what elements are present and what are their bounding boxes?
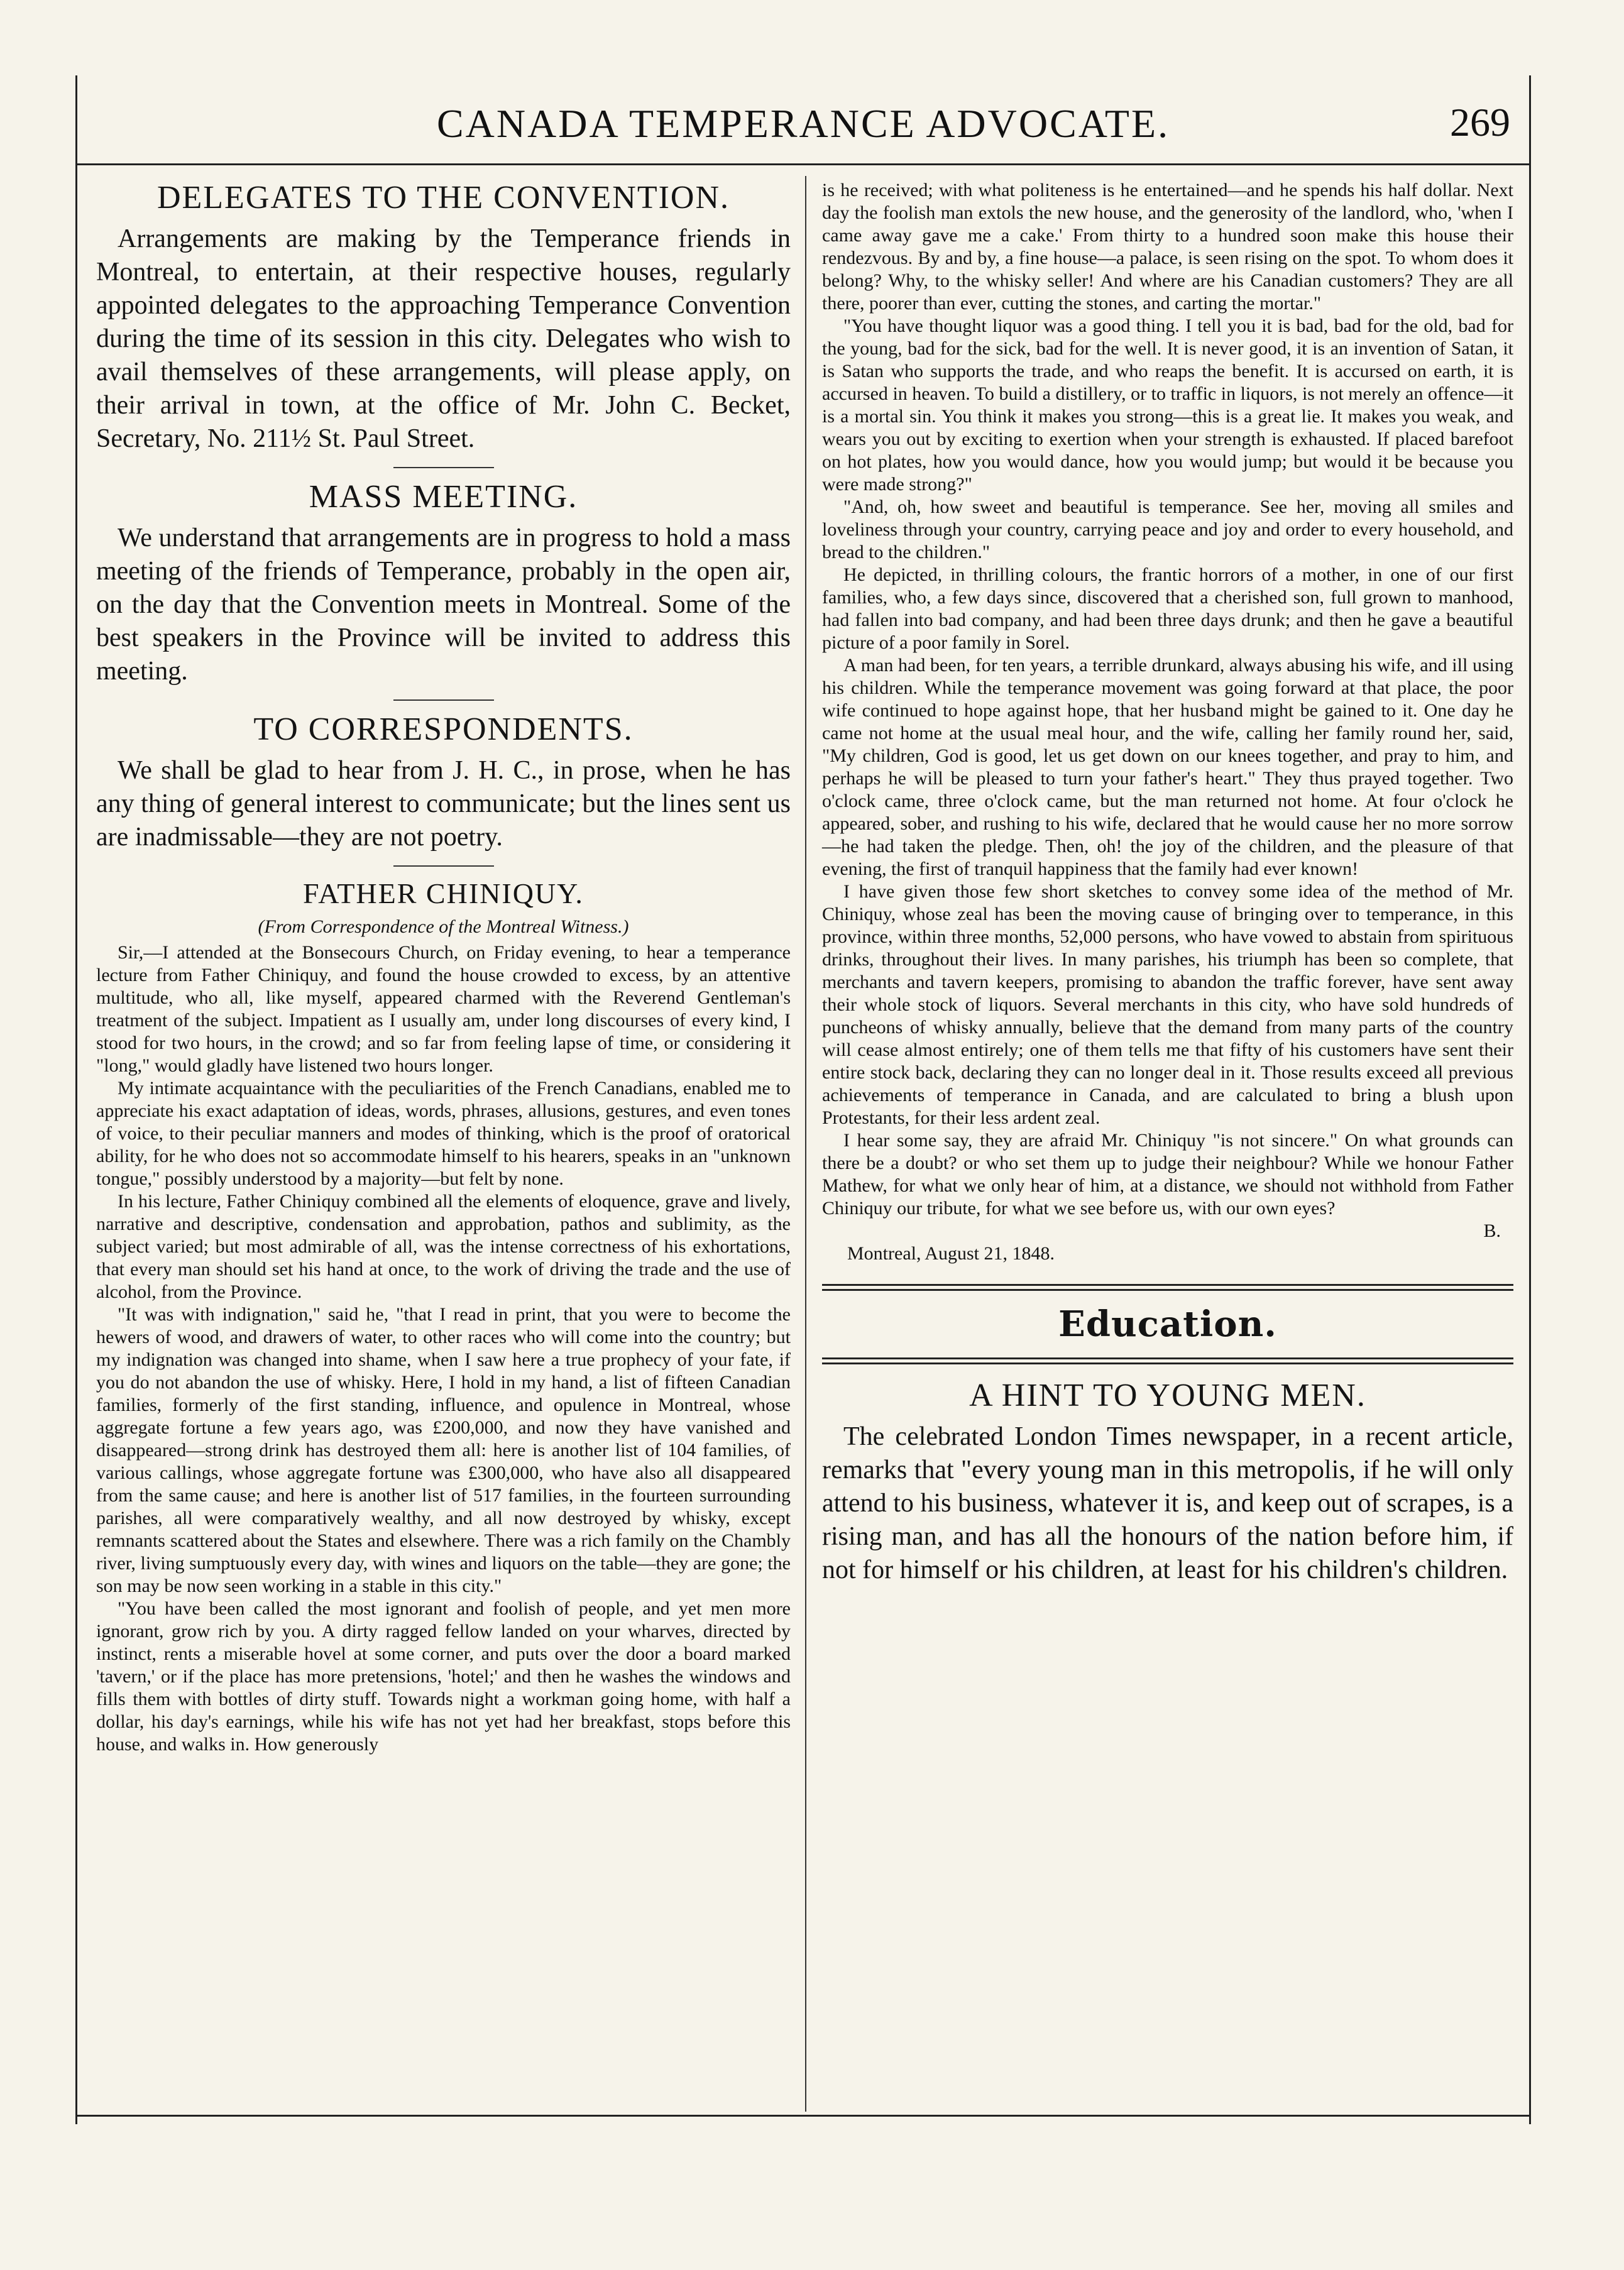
delegates-heading: DELEGATES TO THE CONVENTION.: [156, 180, 730, 216]
mass-meeting-body: We understand that arrangements are in progress to hold a mass meeting of the friends of Temperance, probably in the open air, on the day that the Convention meets in Montreal. Some of the best speakers in the Province will be invited to address this meeting.: [96, 524, 791, 686]
dateline: Montreal, August 21, 1848.: [847, 1243, 1055, 1264]
continued-paragraph-3: "And, oh, how sweet and beautiful is temperance. See her, moving all smiles and loveliness through your country, carrying peace and joy and order to every household, and bread to the children.": [822, 496, 1513, 562]
chiniquy-paragraph-4: "It was with indignation," said he, "that I read in print, that you were to become the hewers of wood, and drawers of water, to other races who will come into the country; but my indignation was changed into shame, when I saw here a true prophecy of your fate, if you do not abandon the use of whisky. Here, I hold in my hand, a list of fifteen Canadian families, formerly of the first standing, influence, and opulence in Montreal, whose aggregate fortune a few years ago, was £200,000, and now they have vanished and disappeared—strong drink has destroyed them all: here is another list of 104 families, of various callings, whose aggregate fortune was £300,000, who have also all disappeared from the same cause; and here is another list of 517 families, in the fourteen surrounding parishes, all were comparatively wealthy, and all now destroyed by whisky, except remnants scattered about the States and elsewhere. There was a rich family on the Chambly river, living sumptuously every day, with wines and liquors on the table—they are gone; the son may be now seen working in a stable in this city.": [96, 1304, 791, 1596]
chiniquy-paragraph-5: "You have been called the most ignorant and foolish of people, and yet men more ignorant, grow rich by you. A dirty ragged fellow landed on your wharves, directed by instinct, rents a miserable hovel at some corner, and puts over the door a board marked 'tavern,' or if the place has more pretensions, 'hotel;' and then he washes the windows and fills them with bottles of dirty stuff. Towards night a workman going home, with half a dollar, his day's earnings, while his wife has not yet had her breakfast, stops before this house, and walks in. How generously: [96, 1598, 791, 1755]
continued-paragraph-4: He depicted, in thrilling colours, the frantic horrors of a mother, in one of our first families, who, a few days since, discovered that a cherished son, full grown to manhood, had fallen into bad company, and had been three days drunk; and then he gave a beautiful picture of a poor family in Sorel.: [822, 564, 1513, 653]
section-rule: [393, 467, 494, 468]
continued-paragraph-2: "You have thought liquor was a good thing. I tell you it is bad, bad for the old, bad for the young, bad for the sick, bad for the well. It is never good, it is an invention of Satan, it is Satan who supports the trade, and who reaps the benefit. It is accursed on earth, it is accursed in heaven. To build a distillery, or to traffic in liquors, is not merely an offence—it is a mortal sin. You think it makes you strong—this is a great lie. It makes you weak, and wears you out by exciting to exertion when your strength is exhausted. If placed barefoot on hot plates, how you would dance, how you would jump; but would it be because you were made strong?": [822, 315, 1513, 495]
mass-meeting-heading: MASS MEETING.: [309, 479, 578, 515]
publication-title: CANADA TEMPERANCE ADVOCATE.: [436, 101, 1170, 146]
continued-paragraph-7: I hear some say, they are afraid Mr. Chiniquy "is not sincere." On what grounds can there be a doubt? or who set them up to judge their neighbour? While we honour Father Mathew, for what we only hear of him, at a distance, we should not withhold from Father Chiniquy our tribute, for what we see before us, with our own eyes?: [822, 1130, 1513, 1219]
chiniquy-byline: (From Correspondence of the Montreal Witness.): [258, 916, 629, 937]
continued-paragraph-5: A man had been, for ten years, a terrible drunkard, always abusing his wife, and ill using his children. While the temperance movement was going forward at that place, the poor wife continued to hope against hope, that her husband might be gained to it. One day he came not home at the usual meal hour, and the wife, calling her family round her, said, "My children, God is good, let us get down on our knees together, and pray to him, and perhaps he will be pleased to turn your father's heart." They thus prayed together. Two o'clock came, three o'clock came, but the man returned not home. At four o'clock he appeared, sober, and rushing to his wife, declared that he would cause her no more sorrow—he had taken the pledge. Then, oh! the joy of the children, and the pleasure of that evening, the first of tranquil happiness that the family had ever known!: [822, 655, 1513, 879]
column-divider: [805, 176, 806, 2112]
chiniquy-paragraph-3: In his lecture, Father Chiniquy combined all the elements of eloquence, grave and lively, narrative and descriptive, condensation and approbation, pathos and sublimity, as the subject varied; but most admirable of all, was the intense correctness of his exhortations, that every man should set his hand at once, to the work of driving the trade and the use of alcohol, from the Province.: [96, 1191, 791, 1302]
correspondents-heading: TO CORRESPONDENTS.: [253, 711, 634, 747]
chiniquy-paragraph-1: Sir,—I attended at the Bonsecours Church, on Friday evening, to hear a temperance lecture from Father Chiniquy, and found the house crowded to excess, by an attentive multitude, who all, like myself, appeared charmed with the Reverend Gentleman's treatment of the subject. Impatient as I usually am, under long discourses of every kind, I stood for two hours, in the crowd; and so far from feeling lapse of time, or considering it "long," would gladly have listened two hours longer.: [96, 942, 791, 1076]
right-column: [822, 179, 1513, 1587]
education-section-heading: Education.: [1058, 1303, 1277, 1345]
chiniquy-heading: FATHER CHINIQUY.: [303, 877, 584, 909]
section-rule: [393, 865, 494, 867]
page-number: 269: [1450, 100, 1510, 145]
continued-paragraph-6: I have given those few short sketches to convey some idea of the method of Mr. Chiniquy, whose zeal has been the moving cause of bringing over to temperance, in this province, within three months, 52,000 persons, who have vowed to abstain from spirituous drinks, throughout their lives. In many parishes, his triumph has been so complete, that merchants and tavern keepers, promising to abandon the traffic forever, have sent away their whole stock of liquors. Several merchants in this city, who have sold hundreds of puncheons of whisky annually, believe that the demand from many parts of the country will cease almost entirely; one of them tells me that fifty of his customers have sent their entire stock back, declaring they can no longer deal in it. Those results exceed all previous achievements of temperance in Canada, and are calculated to bring a blush upon Protestants, for their less ardent zeal.: [822, 881, 1513, 1128]
signoff: B.: [1483, 1220, 1501, 1241]
chiniquy-paragraph-2: My intimate acquaintance with the peculiarities of the French Canadians, enabled me to appreciate his exact adaptation of ideas, words, phrases, allusions, gestures, and even tones of voice, to their peculiar manners and modes of thinking, which is the proof of oratorical ability, for he who does not so accommodate himself to his hearers, speaks in an "unknown tongue," possibly understood by a majority—but felt by none.: [96, 1078, 791, 1189]
page-bottom-rule: [77, 2115, 1529, 2117]
hint-heading: A HINT TO YOUNG MEN.: [969, 1378, 1366, 1413]
hint-body: The celebrated London Times newspaper, in a recent article, remarks that "every young man in this metropolis, if he will only attend to his business, whatever it is, and keep out of scrapes, is a rising man, and has all the honours of the nation before him, if not for himself or his children, at least for his children's children.: [822, 1422, 1513, 1584]
section-double-rule: [822, 1357, 1513, 1364]
newspaper-page: [75, 75, 1531, 2124]
delegates-body: Arrangements are making by the Temperance friends in Montreal, to entertain, at their respective houses, regularly appointed delegates to the approaching Temperance Convention during the time of its session in this city. Delegates who wish to avail themselves of these arrangements, will please apply, on their arrival in town, at the office of Mr. John C. Becket, Secretary, No. 211½ St. Paul Street.: [96, 224, 791, 453]
continued-paragraph-1: is he received; with what politeness is he entertained—and he spends his half dollar. Next day the foolish man extols the new house, and the generosity of the landlord, who, 'when I came away gave me a cake.' From thirty to a hundred soon make this house their rendezvous. By and by, a fine house—a palace, is seen rising on the spot. To whom does it belong? Why, to the whisky seller! And where are his Canadian customers? They are all there, poorer than ever, cutting the stones, and carting the mortar.": [822, 180, 1513, 314]
section-double-rule: [822, 1284, 1513, 1291]
correspondents-body: We shall be glad to hear from J. H. C., in prose, when he has any thing of general interest to communicate; but the lines sent us are inadmissable—they are not poetry.: [96, 756, 791, 852]
page-header: [77, 75, 1529, 165]
left-column: [96, 179, 791, 1756]
section-rule: [393, 699, 494, 701]
